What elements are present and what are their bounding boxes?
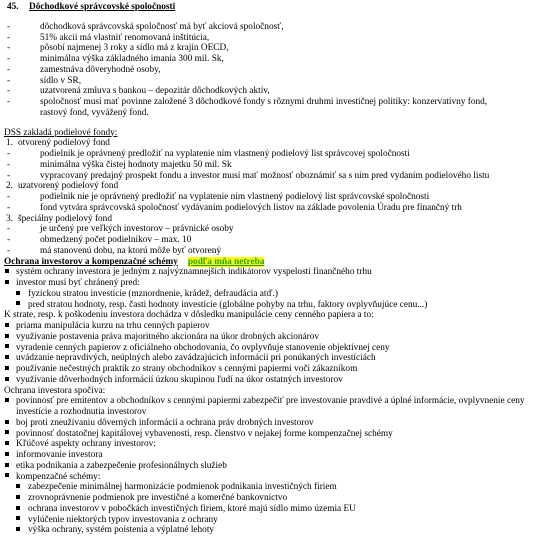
loss-intro: K strate, resp. k poškodeniu investora dochádza v dôsledku manipulácie ceny cenného papiera a to: bbox=[4, 310, 374, 321]
list-item: - fond vytvára správcovská spoločnosť vydávaním podielových listov na základe povolenia Úradu pre finančný trh bbox=[7, 202, 462, 213]
protection-intro: Ochrana investora spočíva: bbox=[4, 385, 106, 396]
bullet-square-icon bbox=[5, 344, 9, 348]
list-item: - minimálna výška základného imania 300 mil. Sk, bbox=[7, 54, 224, 64]
bullet-square-icon bbox=[16, 484, 20, 488]
list-item: etika podnikania a zabezpečenie profesionálnych služieb bbox=[4, 461, 530, 472]
list-item: investor musí byť chránený pred: bbox=[4, 278, 530, 289]
list-item: - podielnik nie je oprávnený predložiť na vyplatenie ním vlastnený podielový list správcovské spoločnosti bbox=[7, 192, 430, 202]
list-item: - sídlo v SR, bbox=[7, 75, 82, 86]
list-item: ochrana investorov v pobočkách investičných firiem, ktoré majú sídlo mimo územia EU bbox=[4, 504, 530, 515]
highlight-note: podľa mňa netreba bbox=[187, 256, 265, 267]
list-item: využívanie dôverhodných informácií úzkou skupinou ľudí na úkor ostatných investorov bbox=[4, 375, 530, 386]
bullet-square-icon bbox=[5, 398, 9, 402]
list-item: zrovnoprávnenie podmienok pre investičné a komerčné bankovníctvo bbox=[4, 493, 530, 504]
dss-heading: DSS zakladá podielové fondy: bbox=[4, 127, 118, 138]
list-item: systém ochrany investora je jedným z najvýznamnejších indikátorov vyspelosti finančného trhu bbox=[4, 267, 530, 278]
list-item: - dôchodková správcovská spoločnosť má byť akciová spoločnosť, bbox=[7, 21, 284, 32]
list-item: uvádzanie nepravdivých, neúplných alebo zavádzajúcich informácií pri ponúkaných investíciách bbox=[4, 353, 530, 364]
list-item: povinnosť dostatočnej kapitálovej vybavenosti, resp. členstvo v nejakej forme kompenzačnej schémy bbox=[4, 429, 530, 440]
list-item: pred stratou hodnoty, resp. časti hodnoty investície (globálne pohyby na trhu, faktory ovplyvňujúce cenu...) bbox=[4, 300, 530, 311]
list-item: zabezpečenie minimálnej harmonizácie podmienok podnikania investičných firiem bbox=[4, 482, 530, 493]
bullet-square-icon bbox=[5, 420, 9, 424]
list-item: priama manipulácia kurzu na trhu cenných papierov bbox=[4, 321, 530, 332]
bullet-square-icon bbox=[5, 452, 9, 456]
protection-heading-line bbox=[4, 257, 530, 268]
list-item: vylúčenie niektorých typov investovania z ochrany bbox=[4, 515, 530, 526]
bullet-square-icon bbox=[16, 516, 20, 520]
list-item: - zamestnáva dôveryhodné osoby, bbox=[7, 64, 161, 75]
bullet-square-icon bbox=[5, 269, 9, 273]
bullet-square-icon bbox=[5, 463, 9, 467]
list-item: informovanie investora bbox=[4, 450, 530, 461]
list-item: - obmedzený počet podielnikov – max. 10 bbox=[7, 235, 192, 245]
list-item: - spoločnosť musí mať povinne založené 3 dôchodkové fondy s rôznymi druhmi investičnej politiky: konzervatívny fond, rastový fond, vyvážený fond. bbox=[7, 97, 488, 118]
list-item: využívanie postavenia práva majoritného akcionára na úkor drobných akcionárov bbox=[4, 332, 530, 343]
list-item: - vypracovaný predajný prospekt fondu a investor musí mať možnosť oboznámiť sa s ním pred vydaním podielového listu bbox=[7, 170, 490, 181]
list-item: - podielnik je oprávnený predložiť na vyplatenie ním vlastnený podielový list správcovej spoločnosti bbox=[7, 149, 410, 159]
fund-type-label: 1. otvorený podielový fond bbox=[6, 138, 110, 149]
list-item: boj proti zneužívaniu dôverných informácií a ochrana práv drobných investorov bbox=[4, 418, 530, 429]
list-item: - uzatvorená zmluva s bankou – depozitár dôchodkových aktív, bbox=[7, 86, 270, 97]
list-item: vyradenie cenných papierov z oficiálneho obchodovania, čo ovplyvňuje stanovenie objektívnej ceny bbox=[4, 343, 530, 354]
list-item: fyzickou stratou investície (mznordnenie, krádež, defraudácia atď.) bbox=[4, 289, 530, 300]
bullet-square-icon bbox=[5, 441, 9, 445]
bullet-square-icon bbox=[5, 366, 9, 370]
bullet-square-icon bbox=[5, 280, 9, 284]
list-item: kompenzačné schémy: bbox=[4, 472, 530, 483]
list-item: výška ochrany, systém poistenia a výplatné lehoty bbox=[4, 525, 530, 536]
bullet-square-icon bbox=[16, 291, 20, 295]
document-page bbox=[4, 2, 530, 536]
list-item: - je určený pre veľkých investorov – právnické osoby bbox=[7, 224, 234, 235]
bullet-square-icon bbox=[16, 506, 20, 510]
section-number: 45. bbox=[7, 2, 19, 12]
list-item: - minimálna výška čistej hodnoty majetku 50 mil. Sk bbox=[7, 159, 232, 170]
list-item: - 51% akcií má vlastniť renomovaná inštitúcia, bbox=[7, 32, 210, 43]
bullet-square-icon bbox=[5, 355, 9, 359]
list-item: - má stanovenú dobu, na ktorú môže byť otvorený bbox=[7, 245, 222, 256]
intro-list bbox=[4, 22, 530, 119]
bullet-square-icon bbox=[5, 334, 9, 338]
list-item: Kľúčové aspekty ochrany investorov: bbox=[4, 439, 530, 450]
bullet-square-icon bbox=[5, 323, 9, 327]
section-heading: Dôchodkové správcovské spoločnosti bbox=[29, 2, 176, 12]
fund-type-label: 2. uzatvorený podielový fond bbox=[6, 181, 119, 192]
list-item: povinnosť pre emitentov a obchodníkov s cennými papiermi zabezpečiť pre investovanie pravdivé a úplné informácie, ovplyvnenie ceny investície a rozhodnutia investorov bbox=[4, 396, 530, 418]
list-item: používanie nečestných praktík zo strany obchodníkov s cennými papiermi voči zákazníkom bbox=[4, 364, 530, 375]
bullet-square-icon bbox=[16, 527, 20, 531]
fund-types-list bbox=[4, 138, 530, 256]
list-item: - pôsobí najmenej 3 roky a sídlo má z krajín OECD, bbox=[7, 43, 229, 54]
fund-type-label: 3. špeciálny podielový fond bbox=[6, 213, 112, 224]
bullet-square-icon bbox=[5, 473, 9, 477]
protection-heading: Ochrana investorov a kompenzačné schémy bbox=[4, 256, 178, 267]
bullet-square-icon bbox=[5, 377, 9, 381]
section-title bbox=[7, 2, 530, 13]
bullet-square-icon bbox=[16, 495, 20, 499]
bullet-square-icon bbox=[5, 430, 9, 434]
bullet-square-icon bbox=[16, 301, 20, 305]
